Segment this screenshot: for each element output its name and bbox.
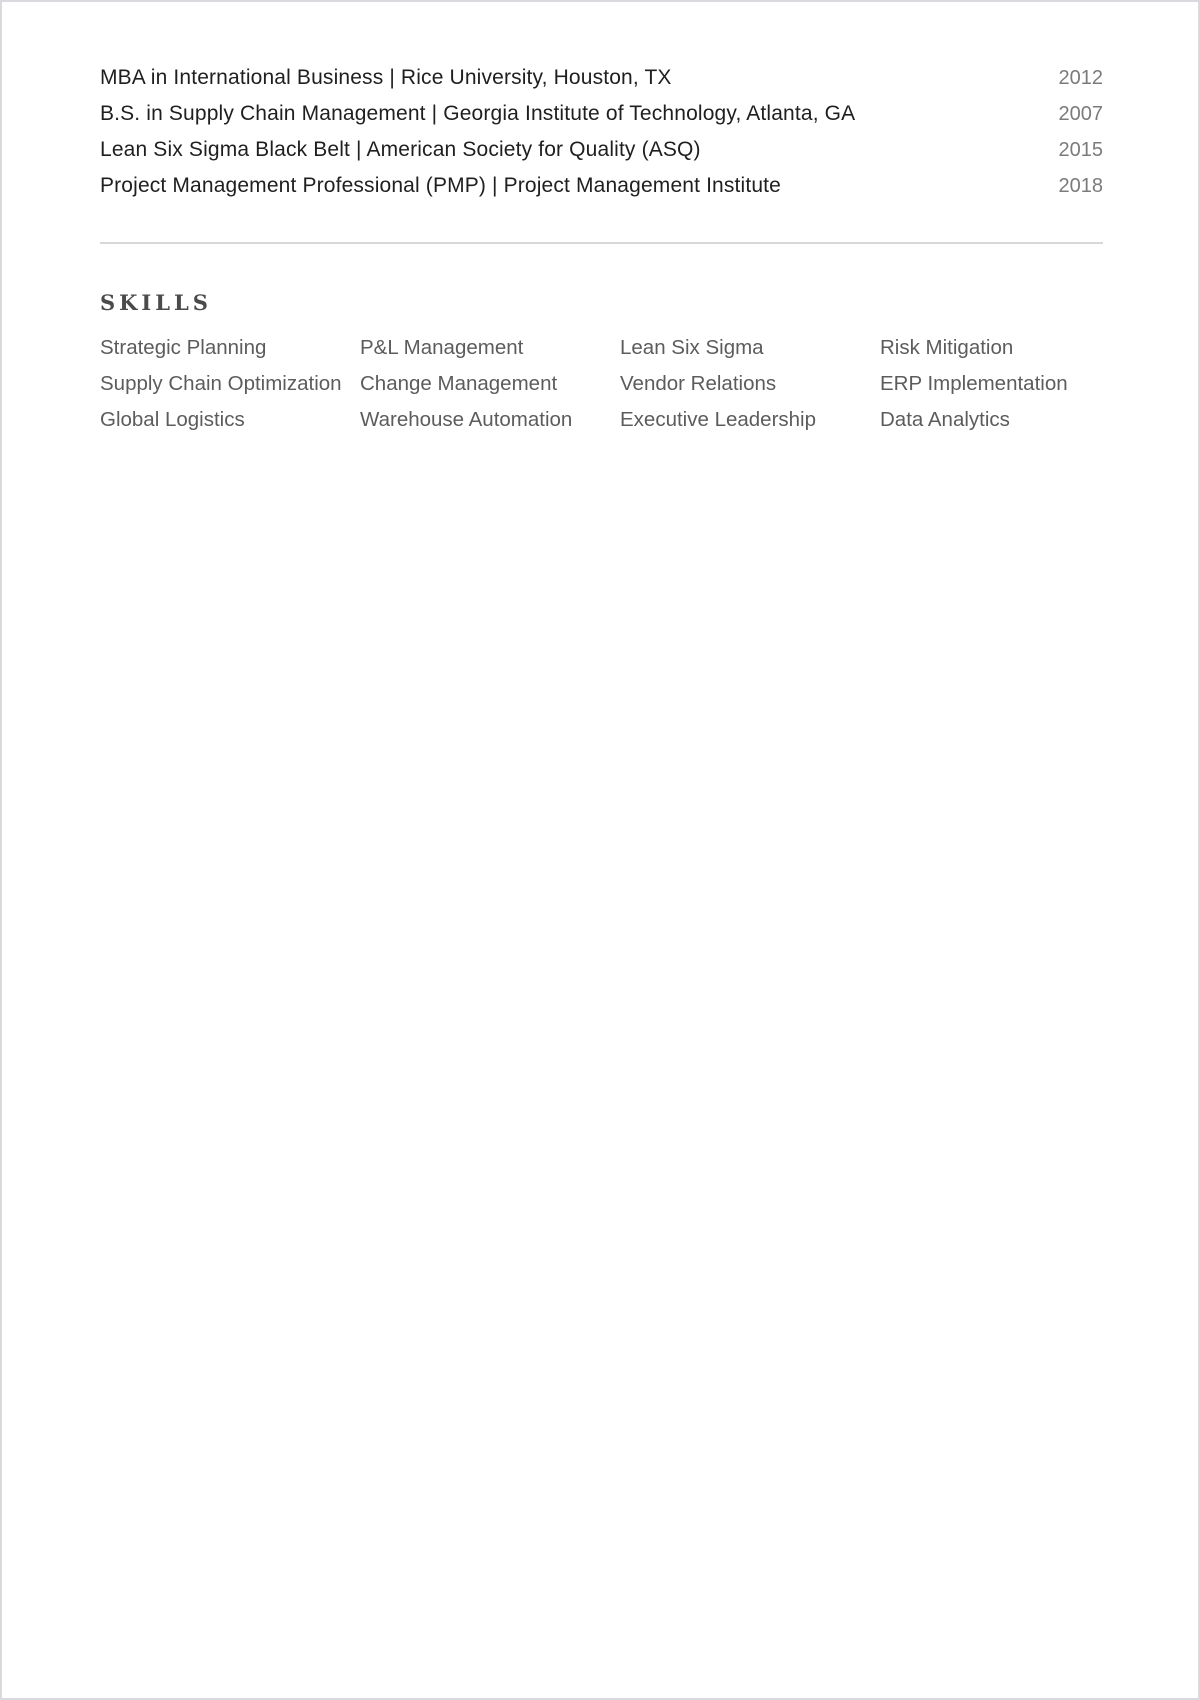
skills-grid (100, 336, 1103, 432)
skill-item: P&L Management (360, 336, 524, 359)
education-year: 2007 (1058, 103, 1103, 125)
skill-item: Strategic Planning (100, 336, 267, 359)
skill-item: ERP Implementation (880, 372, 1068, 395)
resume-content (100, 60, 1103, 432)
skill-item: Supply Chain Optimization (100, 372, 342, 395)
skill-item: Change Management (360, 372, 558, 395)
skill-item: Vendor Relations (620, 372, 777, 395)
education-title: Project Management Professional (PMP) | Project Management Institute (100, 174, 781, 197)
skills-heading: SKILLS (100, 290, 212, 315)
skill-item: Lean Six Sigma (620, 336, 764, 359)
education-title: MBA in International Business | Rice University, Houston, TX (100, 66, 672, 89)
education-year: 2012 (1058, 67, 1103, 89)
education-year: 2015 (1058, 139, 1103, 161)
education-item (100, 96, 1103, 132)
skill-item: Global Logistics (100, 408, 245, 431)
education-item (100, 168, 1103, 204)
section-divider (100, 242, 1103, 244)
skill-item: Risk Mitigation (880, 336, 1014, 359)
education-item (100, 132, 1103, 168)
education-title: B.S. in Supply Chain Management | Georgia Institute of Technology, Atlanta, GA (100, 102, 856, 125)
skill-item: Data Analytics (880, 408, 1010, 431)
education-list (100, 60, 1103, 204)
skill-item: Executive Leadership (620, 408, 817, 431)
education-year: 2018 (1058, 175, 1103, 197)
skill-item: Warehouse Automation (360, 408, 573, 431)
education-item (100, 60, 1103, 96)
education-title: Lean Six Sigma Black Belt | American Society for Quality (ASQ) (100, 138, 701, 161)
